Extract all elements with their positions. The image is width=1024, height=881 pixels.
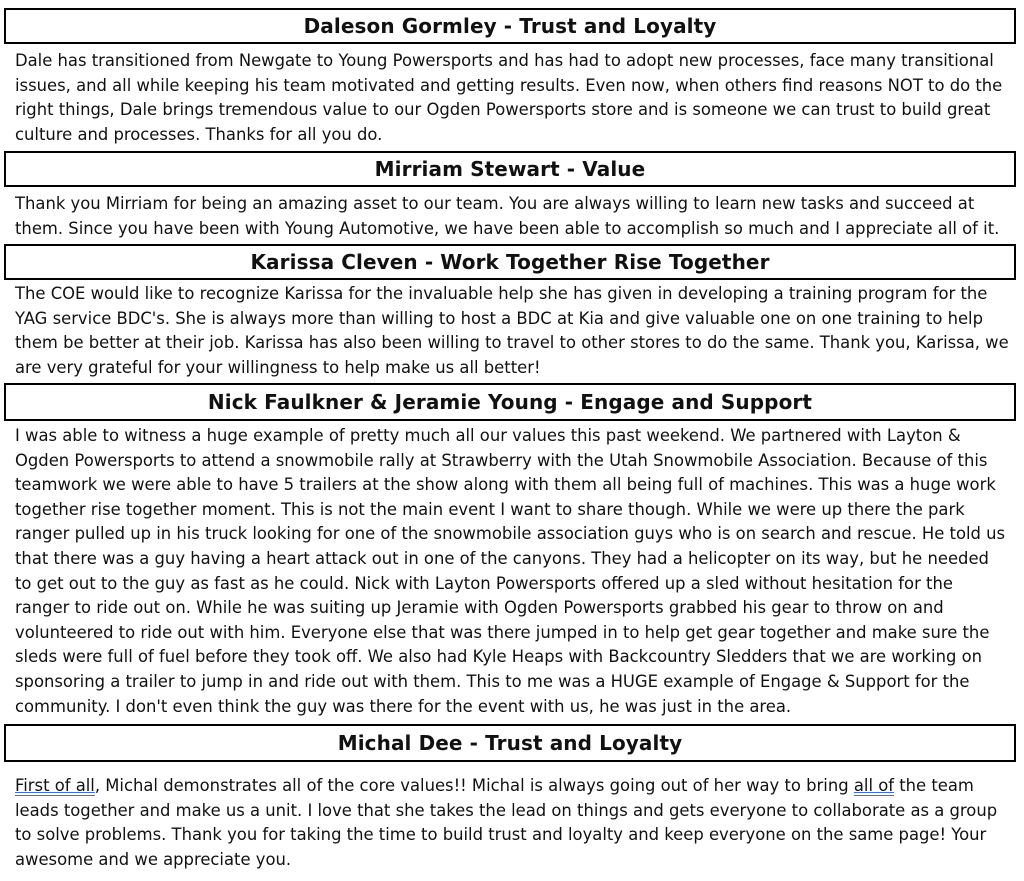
body-line: them be better at their job. Karissa has also been willing to travel to other stores to do the same. Thank you, Karissa, we	[15, 333, 1009, 353]
entry-body-nick-jeramie	[15, 424, 1015, 719]
body-line: I was able to witness a huge example of pretty much all our values this past weekend. We partnered with Layton &	[15, 426, 961, 445]
body-line: right things, Dale brings tremendous value to our Ogden Powersports store and is someone we can trust to build great	[15, 100, 991, 120]
body-text-fragment: the team	[894, 776, 974, 795]
body-line: ranger pulled up in his truck looking for one of the snowmobile association guys who is on search and rescue. He told us	[15, 524, 1006, 544]
entry-title-karissa: Karissa Cleven - Work Together Rise Together	[4, 244, 1016, 280]
body-line: leads together and make us a unit. I love that she takes the lead on things and gets everyone to collaborate as a group	[15, 800, 998, 820]
body-line: teamwork we were able to have 5 trailers at the show along with them all being full of machines. This was a huge work	[15, 475, 996, 495]
body-line: are very grateful for your willingness to help make us all better!	[15, 357, 541, 377]
entry-body-mirriam	[15, 192, 1015, 241]
body-line: Ogden Powersports to attend a snowmobile rally at Strawberry with the Utah Snowmobile Association. Because of this	[15, 450, 988, 470]
body-line	[15, 774, 1015, 799]
body-line: Dale has transitioned from Newgate to Young Powersports and has had to adopt new processes, face many transitional	[15, 51, 994, 70]
body-line: them. Since you have been with Young Automotive, we have been able to accomplish so much and I appreciate all of it.	[15, 218, 1000, 238]
body-line: sponsoring a trailer to jump in and ride out with them. This to me was a HUGE example of Engage & Support for the	[15, 671, 970, 691]
body-line: together rise together moment. This is not the main event I want to share though. While we were up there the park	[15, 499, 965, 519]
body-line: volunteered to ride out with him. Everyone else that was there jumped in to help get gear together and make sure the	[15, 622, 990, 642]
body-line: community. I don't even think the guy was there for the event with us, he was just in the area.	[15, 696, 792, 716]
body-line: ranger to ride out on. While he was suiting up Jeramie with Ogden Powersports grabbed his gear to throw on and	[15, 598, 944, 618]
entry-body-daleson	[15, 49, 1015, 147]
body-line: to get out to the guy as fast as he could. Nick with Layton Powersports offered up a sled without hesitation for the	[15, 573, 953, 593]
body-line: sleds were full of fuel before they took off. We also had Kyle Heaps with Backcountry Sledders that we are working on	[15, 647, 982, 667]
entry-body-karissa	[15, 282, 1015, 380]
spellcheck-underlined-text: all of	[853, 776, 895, 795]
body-line: culture and processes. Thanks for all you do.	[15, 124, 383, 144]
body-line: awesome and we appreciate you.	[15, 849, 292, 869]
spellcheck-underlined-text: First of all	[15, 776, 95, 795]
body-line: issues, and all while keeping his team motivated and getting results. Even now, when others find reasons NOT to do the	[15, 75, 1003, 95]
entry-title-daleson: Daleson Gormley - Trust and Loyalty	[4, 8, 1016, 44]
body-line: that there was a guy having a heart attack out in one of the canyons. They had a helicopter on its way, but he needed	[15, 548, 989, 568]
entry-body-michal	[15, 774, 1015, 872]
body-text-fragment: , Michal demonstrates all of the core values!! Michal is always going out of her way to bring	[94, 776, 854, 795]
body-line: YAG service BDC's. She is always more than willing to host a BDC at Kia and give valuable one on one training to help	[15, 308, 984, 328]
body-line: The COE would like to recognize Karissa for the invaluable help she has given in developing a training program for the	[15, 284, 988, 303]
body-line: Thank you Mirriam for being an amazing asset to our team. You are always willing to learn new tasks and succeed at	[15, 194, 975, 213]
entry-title-mirriam: Mirriam Stewart - Value	[4, 151, 1016, 187]
entry-title-nick-jeramie: Nick Faulkner & Jeramie Young - Engage and Support	[4, 383, 1016, 421]
body-line: to solve problems. Thank you for taking the time to build trust and loyalty and keep everyone on the same page! Your	[15, 825, 987, 845]
entry-title-michal: Michal Dee - Trust and Loyalty	[4, 724, 1016, 762]
